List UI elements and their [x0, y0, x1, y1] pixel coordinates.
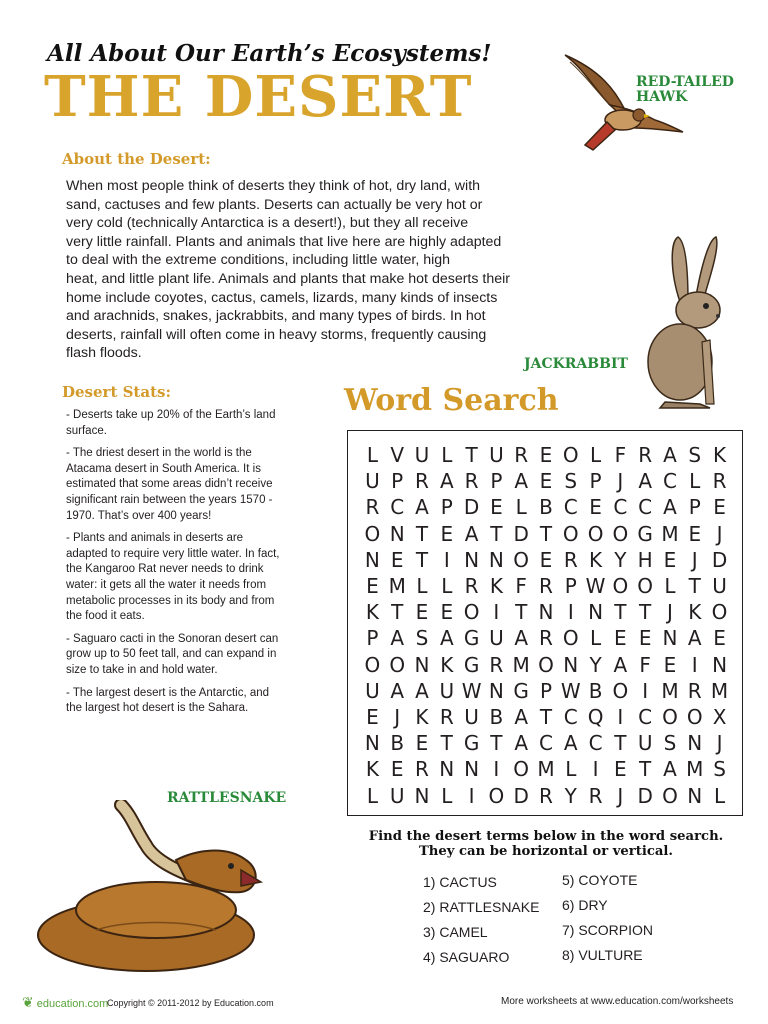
- grid-letter[interactable]: L: [689, 469, 701, 494]
- instructions-line: They can be horizontal or vertical.: [418, 844, 674, 859]
- grid-letter[interactable]: W: [560, 678, 581, 703]
- word-list-item: 3) CAMEL: [423, 924, 488, 940]
- grid-letter[interactable]: L: [515, 495, 527, 520]
- grid-letter[interactable]: A: [563, 731, 578, 756]
- about-text: [66, 177, 511, 363]
- grid-row: [360, 494, 732, 520]
- grid-letter[interactable]: S: [688, 443, 702, 468]
- grid-row: [360, 782, 732, 808]
- grid-letter[interactable]: A: [687, 626, 702, 651]
- grid-row: [360, 468, 732, 494]
- grid-letter[interactable]: T: [465, 443, 478, 468]
- grid-letter[interactable]: M: [661, 678, 679, 703]
- grid-letter[interactable]: N: [712, 652, 728, 677]
- grid-letter[interactable]: B: [588, 678, 603, 703]
- grid-row: [360, 625, 732, 651]
- grid-letter[interactable]: O: [612, 678, 629, 703]
- grid-letter[interactable]: P: [391, 469, 404, 494]
- grid-letter[interactable]: U: [365, 469, 380, 494]
- grid-letter[interactable]: I: [691, 652, 698, 677]
- grid-letter[interactable]: O: [637, 574, 654, 599]
- about-line: and arachnids, snakes, jackrabbits, and many types of birds. In hot: [66, 308, 486, 325]
- grid-letter[interactable]: A: [415, 495, 429, 520]
- grid-row: [360, 704, 732, 730]
- grid-letter[interactable]: T: [415, 547, 429, 572]
- grid-letter[interactable]: O: [463, 600, 480, 625]
- grid-letter[interactable]: L: [366, 783, 378, 808]
- grid-letter[interactable]: S: [564, 469, 578, 494]
- about-line: very little rainfall. Plants and animals that live here are highly adapted: [66, 233, 502, 250]
- grid-letter[interactable]: E: [366, 574, 379, 599]
- grid-letter[interactable]: M: [661, 521, 679, 546]
- grid-letter[interactable]: O: [686, 704, 703, 729]
- grid-row: [360, 573, 732, 599]
- grid-letter[interactable]: M: [710, 678, 729, 703]
- grid-letter[interactable]: L: [565, 757, 577, 782]
- grid-letter[interactable]: K: [440, 652, 454, 677]
- grid-letter[interactable]: K: [365, 757, 379, 782]
- grid-letter[interactable]: D: [513, 783, 529, 808]
- grid-letter[interactable]: C: [638, 704, 653, 729]
- about-line: sand, cactuses and few plants. Deserts can actually be very hot or: [66, 196, 483, 213]
- grid-letter[interactable]: O: [662, 704, 678, 729]
- grid-letter[interactable]: J: [716, 521, 723, 546]
- grid-letter[interactable]: T: [490, 521, 503, 546]
- grid-letter[interactable]: E: [366, 704, 379, 729]
- grid-letter[interactable]: A: [390, 626, 405, 651]
- grid-letter[interactable]: E: [663, 547, 677, 572]
- grid-letter[interactable]: A: [439, 469, 454, 494]
- grid-letter[interactable]: E: [539, 547, 553, 572]
- jackrabbit-label: JACKRABBIT: [524, 356, 628, 372]
- stat-item: - Plants and animals in deserts are adapted to require very little water. In fact, the Kangaroo Rat never needs to drink water: it gets all the water it needs from metabolic processes in its body and from the food it eats.: [66, 532, 280, 623]
- grid-letter[interactable]: D: [637, 783, 653, 808]
- grid-letter[interactable]: O: [389, 652, 406, 677]
- grid-letter[interactable]: I: [567, 600, 574, 625]
- grid-letter[interactable]: T: [415, 521, 429, 546]
- grid-letter[interactable]: E: [614, 626, 627, 651]
- grid-letter[interactable]: K: [415, 704, 429, 729]
- jackrabbit-illustration: [640, 232, 735, 417]
- grid-letter[interactable]: E: [539, 443, 553, 468]
- word-list-left: [423, 870, 539, 970]
- grid-letter[interactable]: A: [638, 469, 652, 494]
- grid-letter[interactable]: C: [613, 495, 628, 520]
- grid-letter[interactable]: T: [539, 521, 553, 546]
- grid-letter[interactable]: A: [464, 521, 479, 546]
- stat-item: - The driest desert in the world is the Atacama desert in South America. It is estimated that some areas didn’t receive significant rain between the years 1570 - 1970. That’s over 400 years!: [66, 447, 273, 522]
- grid-letter[interactable]: A: [663, 443, 677, 468]
- grid-letter[interactable]: A: [514, 626, 529, 651]
- grid-letter[interactable]: C: [538, 731, 553, 756]
- grid-letter[interactable]: R: [514, 443, 529, 468]
- grid-letter[interactable]: U: [489, 443, 504, 468]
- grid-letter[interactable]: N: [364, 547, 380, 572]
- grid-letter[interactable]: P: [440, 495, 453, 520]
- grid-letter[interactable]: L: [713, 783, 726, 808]
- grid-letter[interactable]: L: [366, 443, 378, 468]
- grid-letter[interactable]: R: [415, 757, 429, 782]
- grid-letter[interactable]: U: [489, 626, 504, 651]
- grid-letter[interactable]: U: [414, 443, 430, 468]
- grid-letter[interactable]: O: [612, 574, 629, 599]
- grid-letter[interactable]: E: [440, 521, 454, 546]
- grid-letter[interactable]: U: [712, 574, 727, 599]
- footer-copyright: Copyright © 2011-2012 by Education.com: [107, 998, 274, 1008]
- page-subtitle: All About Our Earth’s Ecosystems!: [47, 40, 492, 67]
- grid-letter[interactable]: N: [414, 652, 430, 677]
- grid-letter[interactable]: G: [637, 521, 653, 546]
- instructions-line: Find the desert terms below in the word search.: [368, 829, 724, 844]
- grid-letter[interactable]: M: [686, 757, 704, 782]
- grid-letter[interactable]: A: [514, 469, 529, 494]
- grid-letter[interactable]: U: [365, 678, 380, 703]
- about-line: home include coyotes, cactus, camels, lizards, many kinds of insects: [66, 289, 498, 306]
- grid-letter[interactable]: E: [390, 757, 404, 782]
- grid-letter[interactable]: E: [713, 626, 726, 651]
- grid-letter[interactable]: I: [468, 783, 475, 808]
- grid-letter[interactable]: W: [585, 574, 606, 599]
- grid-letter[interactable]: K: [712, 443, 727, 468]
- grid-letter[interactable]: L: [441, 443, 453, 468]
- grid-letter[interactable]: N: [687, 783, 703, 808]
- logo-icon: ❦: [22, 994, 34, 1010]
- grid-letter[interactable]: T: [539, 704, 553, 729]
- grid-letter[interactable]: P: [688, 495, 701, 520]
- grid-letter[interactable]: O: [364, 652, 381, 677]
- logo-text: education.com: [36, 998, 109, 1010]
- grid-letter[interactable]: J: [667, 600, 673, 625]
- grid-letter[interactable]: L: [416, 574, 428, 599]
- grid-letter[interactable]: N: [464, 757, 480, 782]
- grid-letter[interactable]: N: [464, 547, 480, 572]
- grid-letter[interactable]: J: [394, 704, 401, 729]
- word-list-item: 4) SAGUARO: [423, 949, 510, 965]
- word-list-item: 7) SCORPION: [562, 922, 654, 938]
- grid-letter[interactable]: N: [687, 731, 703, 756]
- grid-letter[interactable]: I: [493, 757, 500, 782]
- grid-letter[interactable]: P: [564, 574, 577, 599]
- grid-letter[interactable]: E: [390, 547, 404, 572]
- grid-letter[interactable]: N: [414, 783, 430, 808]
- word-list-right: [562, 868, 653, 968]
- grid-letter[interactable]: O: [562, 521, 579, 546]
- grid-letter[interactable]: F: [515, 574, 527, 599]
- grid-letter[interactable]: M: [512, 652, 530, 677]
- grid-letter[interactable]: L: [664, 574, 676, 599]
- grid-letter[interactable]: I: [592, 757, 599, 782]
- grid-letter[interactable]: A: [415, 678, 429, 703]
- grid-letter[interactable]: A: [390, 678, 405, 703]
- grid-letter[interactable]: C: [390, 495, 405, 520]
- grid-letter[interactable]: O: [587, 521, 604, 546]
- grid-letter[interactable]: T: [688, 574, 701, 599]
- grid-letter[interactable]: E: [415, 600, 429, 625]
- grid-letter[interactable]: Y: [589, 652, 602, 677]
- grid-letter[interactable]: T: [515, 600, 528, 625]
- grid-letter[interactable]: A: [663, 495, 677, 520]
- grid-letter[interactable]: I: [642, 678, 649, 703]
- grid-letter[interactable]: N: [538, 600, 554, 625]
- grid-row: [360, 678, 732, 704]
- stats-list: [66, 408, 286, 724]
- grid-letter[interactable]: E: [614, 757, 627, 782]
- grid-letter[interactable]: F: [614, 443, 627, 468]
- grid-letter[interactable]: R: [415, 469, 429, 494]
- grid-letter[interactable]: G: [463, 731, 480, 756]
- word-search-title: Word Search: [344, 383, 559, 418]
- grid-letter[interactable]: R: [638, 443, 653, 468]
- grid-letter[interactable]: Y: [564, 783, 577, 808]
- grid-letter[interactable]: C: [563, 704, 578, 729]
- grid-letter[interactable]: E: [415, 731, 429, 756]
- grid-letter[interactable]: S: [663, 731, 677, 756]
- grid-letter[interactable]: H: [637, 547, 653, 572]
- grid-letter[interactable]: E: [589, 495, 602, 520]
- grid-letter[interactable]: O: [711, 600, 728, 625]
- grid-letter[interactable]: P: [490, 469, 503, 494]
- stat-item: - Saguaro cacti in the Sonoran desert can grow up to 50 feet tall, and can expand in size to take in and hold water.: [66, 632, 279, 676]
- grid-letter[interactable]: Y: [614, 547, 627, 572]
- rattlesnake-illustration: [36, 800, 286, 980]
- about-line: to deal with the extreme conditions, including little water, high: [66, 252, 451, 269]
- hawk-label: RED-TAILED HAWK: [636, 74, 734, 105]
- grid-letter[interactable]: T: [440, 731, 453, 756]
- grid-letter[interactable]: G: [463, 626, 480, 651]
- grid-letter[interactable]: K: [365, 600, 379, 625]
- grid-row: [360, 652, 732, 678]
- stat-item: - The largest desert is the Antarctic, and the largest hot desert is the Sahara.: [66, 686, 270, 715]
- grid-letter[interactable]: B: [539, 495, 553, 520]
- grid-letter[interactable]: I: [443, 547, 450, 572]
- grid-letter[interactable]: U: [439, 678, 455, 703]
- word-list-item: 6) DRY: [562, 897, 608, 913]
- grid-letter[interactable]: S: [713, 757, 726, 782]
- grid-row: [360, 730, 732, 756]
- grid-letter[interactable]: O: [538, 652, 554, 677]
- grid-letter[interactable]: K: [589, 547, 603, 572]
- grid-letter[interactable]: N: [563, 652, 579, 677]
- about-line: flash floods.: [66, 345, 142, 362]
- grid-letter[interactable]: T: [614, 731, 627, 756]
- grid-letter[interactable]: J: [716, 731, 723, 756]
- grid-letter[interactable]: J: [617, 469, 624, 494]
- grid-letter[interactable]: R: [489, 652, 504, 677]
- grid-row: [360, 599, 732, 625]
- grid-letter[interactable]: E: [440, 600, 454, 625]
- grid-letter[interactable]: G: [513, 678, 529, 703]
- grid-row: [360, 756, 732, 782]
- grid-letter[interactable]: R: [563, 547, 578, 572]
- grid-letter[interactable]: J: [691, 547, 698, 572]
- grid-letter[interactable]: I: [493, 600, 500, 625]
- word-list-item: 5) COYOTE: [562, 872, 638, 888]
- grid-letter[interactable]: R: [464, 574, 479, 599]
- grid-letter[interactable]: N: [439, 757, 455, 782]
- grid-letter[interactable]: R: [539, 626, 553, 651]
- grid-letter[interactable]: L: [441, 783, 453, 808]
- grid-letter[interactable]: D: [463, 495, 480, 520]
- grid-letter[interactable]: L: [589, 443, 602, 468]
- word-search-grid[interactable]: [347, 430, 743, 816]
- about-line: heat, and little plant life. Animals and plants that make hot deserts their: [66, 270, 511, 287]
- grid-letter[interactable]: K: [489, 574, 503, 599]
- grid-letter[interactable]: A: [514, 704, 529, 729]
- grid-letter[interactable]: O: [364, 521, 381, 546]
- grid-letter[interactable]: N: [588, 600, 604, 625]
- grid-letter[interactable]: M: [537, 757, 555, 782]
- grid-letter[interactable]: E: [638, 626, 652, 651]
- footer-more-link[interactable]: More worksheets at www.education.com/worksheets: [501, 996, 734, 1007]
- grid-letter[interactable]: I: [617, 704, 624, 729]
- grid-letter[interactable]: K: [688, 600, 702, 625]
- grid-letter[interactable]: D: [711, 547, 728, 572]
- grid-letter[interactable]: F: [639, 652, 651, 677]
- grid-letter[interactable]: O: [662, 783, 678, 808]
- grid-letter[interactable]: N: [389, 521, 405, 546]
- stat-item: - Deserts take up 20% of the Earth’s land surface.: [66, 409, 276, 437]
- grid-letter[interactable]: C: [638, 495, 653, 520]
- grid-letter[interactable]: Q: [587, 704, 604, 729]
- grid-letter[interactable]: U: [464, 704, 479, 729]
- grid-letter[interactable]: T: [614, 600, 627, 625]
- grid-letter[interactable]: U: [389, 783, 405, 808]
- grid-letter[interactable]: X: [712, 704, 727, 729]
- grid-letter[interactable]: S: [415, 626, 429, 651]
- grid-letter[interactable]: O: [513, 547, 530, 572]
- grid-letter[interactable]: O: [488, 783, 505, 808]
- grid-letter[interactable]: R: [539, 783, 553, 808]
- grid-letter[interactable]: U: [637, 731, 653, 756]
- grid-letter[interactable]: O: [513, 757, 530, 782]
- grid-letter[interactable]: M: [388, 574, 406, 599]
- grid-letter[interactable]: T: [639, 600, 652, 625]
- word-list-item: 8) VULTURE: [562, 947, 643, 963]
- grid-letter[interactable]: V: [390, 443, 405, 468]
- grid-letter[interactable]: A: [439, 626, 454, 651]
- grid-letter[interactable]: O: [562, 626, 579, 651]
- grid-letter[interactable]: J: [617, 783, 624, 808]
- about-line: When most people think of deserts they think of hot, dry land, with: [66, 178, 481, 194]
- grid-letter[interactable]: R: [588, 783, 603, 808]
- grid-letter[interactable]: R: [439, 704, 454, 729]
- grid-letter[interactable]: C: [662, 469, 677, 494]
- grid-letter[interactable]: N: [364, 731, 380, 756]
- grid-letter[interactable]: R: [687, 678, 702, 703]
- word-list-item: 2) RATTLESNAKE: [423, 899, 540, 915]
- rattlesnake-label: RATTLESNAKE: [167, 790, 287, 806]
- grid-letter[interactable]: C: [588, 731, 603, 756]
- grid-letter[interactable]: O: [612, 521, 629, 546]
- education-logo[interactable]: [22, 994, 108, 1011]
- grid-letter[interactable]: N: [488, 678, 504, 703]
- word-search-instructions: [344, 829, 748, 859]
- grid-letter[interactable]: L: [441, 574, 453, 599]
- grid-letter[interactable]: E: [490, 495, 503, 520]
- about-line: deserts, rainfall will often come in heavy storms, frequently causing: [66, 326, 487, 343]
- grid-letter[interactable]: L: [589, 626, 602, 651]
- page-title: THE DESERT: [44, 64, 473, 130]
- grid-letter[interactable]: T: [490, 731, 503, 756]
- grid-letter[interactable]: E: [539, 469, 553, 494]
- word-list-item: 1) CACTUS: [423, 874, 497, 890]
- grid-letter[interactable]: B: [489, 704, 504, 729]
- grid-letter[interactable]: D: [513, 521, 529, 546]
- grid-letter[interactable]: T: [391, 600, 404, 625]
- stats-heading: Desert Stats:: [62, 383, 171, 401]
- grid-letter[interactable]: R: [464, 469, 479, 494]
- grid-row: [360, 547, 732, 573]
- grid-letter[interactable]: N: [662, 626, 678, 651]
- grid-letter[interactable]: E: [713, 495, 726, 520]
- grid-letter[interactable]: A: [663, 757, 677, 782]
- grid-letter[interactable]: E: [663, 652, 677, 677]
- grid-letter[interactable]: T: [639, 757, 652, 782]
- grid-letter[interactable]: P: [589, 469, 602, 494]
- grid-row: [360, 442, 732, 468]
- about-line: very cold (technically Antarctica is a desert!), but they all receive: [66, 215, 469, 232]
- grid-letter[interactable]: P: [366, 626, 379, 651]
- grid-letter[interactable]: A: [613, 652, 628, 677]
- hawk-illustration: [555, 50, 690, 170]
- grid-letter[interactable]: C: [563, 495, 578, 520]
- grid-letter[interactable]: N: [488, 547, 504, 572]
- grid-letter[interactable]: R: [712, 469, 727, 494]
- grid-letter[interactable]: E: [688, 521, 702, 546]
- grid-letter[interactable]: P: [539, 678, 552, 703]
- grid-letter[interactable]: O: [562, 443, 579, 468]
- about-heading: About the Desert:: [62, 150, 211, 168]
- grid-letter[interactable]: G: [463, 652, 480, 677]
- grid-letter[interactable]: R: [539, 574, 553, 599]
- grid-row: [360, 521, 732, 547]
- grid-letter[interactable]: A: [514, 731, 529, 756]
- grid-letter[interactable]: R: [365, 495, 380, 520]
- grid-letter[interactable]: W: [461, 678, 482, 703]
- grid-letter[interactable]: B: [390, 731, 405, 756]
